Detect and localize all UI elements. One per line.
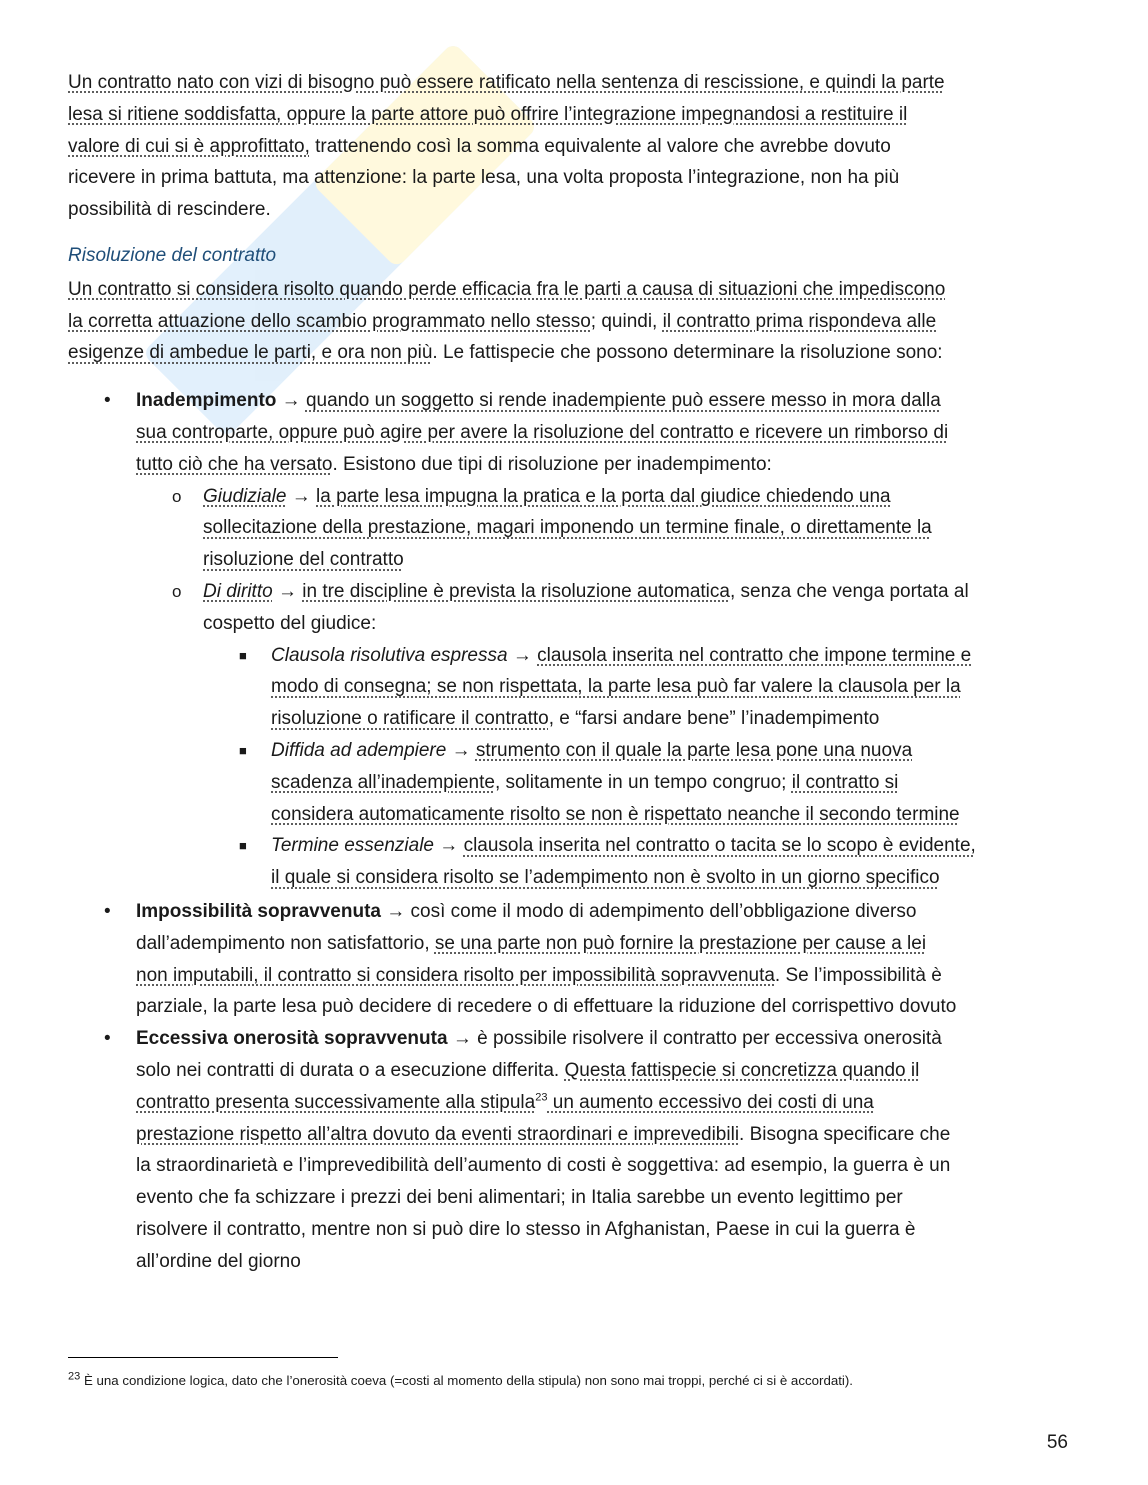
text-segment: non imputabili, il contratto si considera risolto per impossibilità sopravvenuta xyxy=(136,964,775,986)
list-item-level-1 xyxy=(68,385,1088,480)
text-line xyxy=(68,240,1088,272)
text-segment: . Le fattispecie che possono determinare la risoluzione sono: xyxy=(432,342,943,364)
bold-term: Impossibilità sopravvenuta xyxy=(136,900,381,922)
text-segment: sollecitazione della prestazione, magari imponendo un termine finale, o direttamente la xyxy=(203,517,932,539)
text-segment: dall’adempimento non satisfattorio, xyxy=(136,932,435,954)
text-line xyxy=(136,449,1088,481)
text-segment: Un contratto nato con vizi di bisogno può essere ratificato nella sentenza di rescissione, e quindi la parte xyxy=(68,72,945,93)
text-segment: tutto ciò che ha versato xyxy=(136,453,333,475)
text-line xyxy=(68,306,1088,338)
text-segment: → xyxy=(434,835,464,857)
footnote-separator xyxy=(68,1357,338,1358)
text-segment: , senza che venga portata al xyxy=(729,580,969,602)
text-line xyxy=(136,1023,1088,1055)
text-segment: → è possibile risolvere il contratto per eccessiva onerosità xyxy=(447,1028,942,1050)
text-line xyxy=(136,991,1088,1023)
bullet-square-icon: ■ xyxy=(239,838,247,854)
footnote-number: 23 xyxy=(68,1370,81,1383)
text-segment: cospetto del giudice: xyxy=(203,612,377,634)
text-segment: contratto presenta successivamente alla stipula xyxy=(136,1091,536,1113)
text-line xyxy=(271,767,1088,799)
text-segment: modo di consegna; se non rispettata, la parte lesa può far valere la clausola per la xyxy=(271,676,961,698)
list-item-level-3 xyxy=(68,830,1088,894)
text-segment: in tre discipline è prevista la risoluzione automatica xyxy=(302,580,730,602)
bullet-disc-icon: • xyxy=(104,1028,111,1050)
text-segment: trattenendo così la somma equivalente al valore che avrebbe dovuto xyxy=(309,135,891,157)
text-segment: possibilità di rescindere. xyxy=(68,199,271,221)
bullet-square-icon: ■ xyxy=(239,742,247,758)
text-segment: , solitamente in un tempo congruo; xyxy=(494,771,792,793)
bullet-disc-icon: • xyxy=(104,900,111,922)
text-line xyxy=(68,194,1088,226)
text-segment: → xyxy=(276,390,306,412)
list-item-level-3 xyxy=(68,640,1088,735)
text-line xyxy=(271,799,1088,831)
paragraph xyxy=(68,274,1088,369)
text-line xyxy=(68,131,1088,163)
text-segment: valore di cui si è approfittato, xyxy=(68,135,310,157)
text-segment: se una parte non può fornire la prestazione per cause a lei xyxy=(434,932,927,954)
text-segment: esigenze di ambedue le parti, e ora non più xyxy=(68,342,433,364)
text-segment: risolvere il contratto, mentre non si può dire lo stesso in Afghanistan, Paese in cui la guerra è xyxy=(136,1218,916,1240)
text-segment: scadenza all’inadempiente xyxy=(271,771,495,793)
text-line xyxy=(136,1119,1088,1151)
text-segment: quando un soggetto si rende inadempiente può essere messo in mora dalla xyxy=(305,390,941,412)
list-item-level-2 xyxy=(68,481,1088,576)
text-segment: ; quindi, xyxy=(590,310,663,332)
text-segment: il contratto si xyxy=(791,771,899,793)
text-line xyxy=(136,1055,1088,1087)
text-line xyxy=(68,67,1088,99)
text-line xyxy=(68,162,1088,194)
text-segment: → xyxy=(507,644,538,666)
text-line xyxy=(68,337,1088,369)
text-line xyxy=(203,544,1088,576)
text-segment: un aumento eccessivo dei costi di una xyxy=(547,1091,874,1113)
text-segment: la straordinarietà e l’imprevedibilità dell’aumento di costi è soggettiva: ad esempio, la guerra è un xyxy=(136,1155,951,1177)
text-segment: Un contratto si considera risolto quando perde efficacia fra le parti a causa di situazioni che impediscono xyxy=(68,278,946,300)
text-line xyxy=(136,1087,1088,1119)
text-line xyxy=(136,385,1088,417)
text-segment: la corretta attuazione dello scambio programmato nello stesso xyxy=(68,310,591,332)
list-item-level-2 xyxy=(68,576,1088,640)
list-item-level-3 xyxy=(68,735,1088,830)
text-line xyxy=(136,928,1088,960)
bullet-circle-icon: o xyxy=(172,486,182,506)
bullet-square-icon: ■ xyxy=(239,647,247,663)
text-line xyxy=(136,960,1088,992)
text-segment: il contratto prima rispondeva alle xyxy=(662,310,937,332)
page-number: 56 xyxy=(1046,1432,1068,1453)
text-line xyxy=(136,1182,1088,1214)
bold-term: Eccessiva onerosità sopravvenuta xyxy=(136,1028,448,1050)
italic-term: Di diritto xyxy=(203,580,273,602)
text-segment: . Esistono due tipi di risoluzione per inadempimento: xyxy=(332,453,772,475)
text-line xyxy=(136,1150,1088,1182)
text-line xyxy=(136,896,1088,928)
text-segment: → così come il modo di adempimento dell’obbligazione diverso xyxy=(380,900,917,922)
text-segment: ricevere in prima battuta, ma attenzione: la parte lesa, una volta proposta l’integrazione, non ha più xyxy=(68,167,900,189)
footnote-text: È una condizione logica, dato che l’onerosità coeva (=costi al momento della stipula) non sono mai troppi, perché ci si è accordati). xyxy=(80,1373,854,1388)
text-segment: risoluzione o ratificare il contratto xyxy=(271,708,549,730)
footnote-reference: 23 xyxy=(535,1091,548,1104)
text-segment: strumento con il quale la parte lesa pone una nuova xyxy=(475,739,913,761)
text-segment: , e “farsi andare bene” l’inadempimento xyxy=(548,708,880,730)
italic-term: Termine essenziale xyxy=(271,835,434,857)
text-line xyxy=(271,735,1088,767)
text-segment: . Bisogna specificare che xyxy=(739,1123,951,1145)
text-segment: → xyxy=(272,580,303,602)
paragraph xyxy=(68,67,1088,226)
text-segment: evento che fa schizzare i prezzi dei beni alimentari; in Italia sarebbe un evento legittimo per xyxy=(136,1187,903,1209)
text-segment: la parte lesa impugna la pratica e la porta dal giudice chiedendo una xyxy=(316,485,891,507)
italic-term: Clausola risolutiva espressa xyxy=(271,644,508,666)
footnote xyxy=(68,1370,854,1388)
text-segment: solo nei contratti di durata o a esecuzione differita. xyxy=(136,1059,565,1081)
text-line xyxy=(136,1214,1088,1246)
text-line xyxy=(271,830,1088,862)
text-segment: considera automaticamente risolto se non è rispettato neanche il secondo termine xyxy=(271,803,960,825)
text-segment: Questa fattispecie si concretizza quando il xyxy=(564,1059,920,1081)
bullet-circle-icon: o xyxy=(172,581,182,601)
document-body xyxy=(68,67,1088,1277)
italic-term: Giudiziale xyxy=(203,485,287,507)
text-line xyxy=(68,99,1088,131)
text-segment: → xyxy=(286,485,316,507)
text-line xyxy=(203,576,1088,608)
italic-term: Diffida ad adempiere xyxy=(271,739,447,761)
text-line xyxy=(136,1246,1088,1278)
bold-term: Inadempimento xyxy=(136,390,277,412)
text-segment: risoluzione del contratto xyxy=(203,549,404,571)
text-line xyxy=(203,481,1088,513)
text-segment: . Se l’impossibilità è xyxy=(774,964,942,986)
text-segment: clausola inserita nel contratto che impone termine e xyxy=(537,644,972,666)
text-segment: Risoluzione del contratto xyxy=(68,244,277,266)
text-line xyxy=(68,274,1088,306)
list-item-level-1 xyxy=(68,896,1088,1023)
text-line xyxy=(203,512,1088,544)
section-heading xyxy=(68,240,1088,272)
text-line xyxy=(271,862,1088,894)
list-item-level-1 xyxy=(68,1023,1088,1277)
text-line xyxy=(203,608,1088,640)
text-line xyxy=(271,671,1088,703)
text-segment: lesa si ritiene soddisfatta, oppure la parte attore può offrire l’integrazione impegnandosi a restituire il xyxy=(68,103,908,125)
text-segment: sua controparte, oppure può agire per avere la risoluzione del contratto e ricevere un rimborso di xyxy=(136,421,949,443)
text-line xyxy=(271,703,1088,735)
bullet-disc-icon: • xyxy=(104,390,111,412)
text-segment: → xyxy=(446,739,476,761)
text-segment: il quale si considera risolto se l’adempimento non è svolto in un giorno specifico xyxy=(271,867,940,889)
text-line xyxy=(136,417,1088,449)
text-line xyxy=(271,640,1088,672)
text-segment: all’ordine del giorno xyxy=(136,1250,301,1272)
text-segment: clausola inserita nel contratto o tacita se lo scopo è evidente, xyxy=(463,835,976,857)
text-segment: prestazione rispetto all’altra dovuto da eventi straordinari e imprevedibili xyxy=(136,1123,740,1145)
text-segment: parziale, la parte lesa può decidere di recedere o di effettuare la riduzione del corrispettivo dovuto xyxy=(136,996,957,1018)
